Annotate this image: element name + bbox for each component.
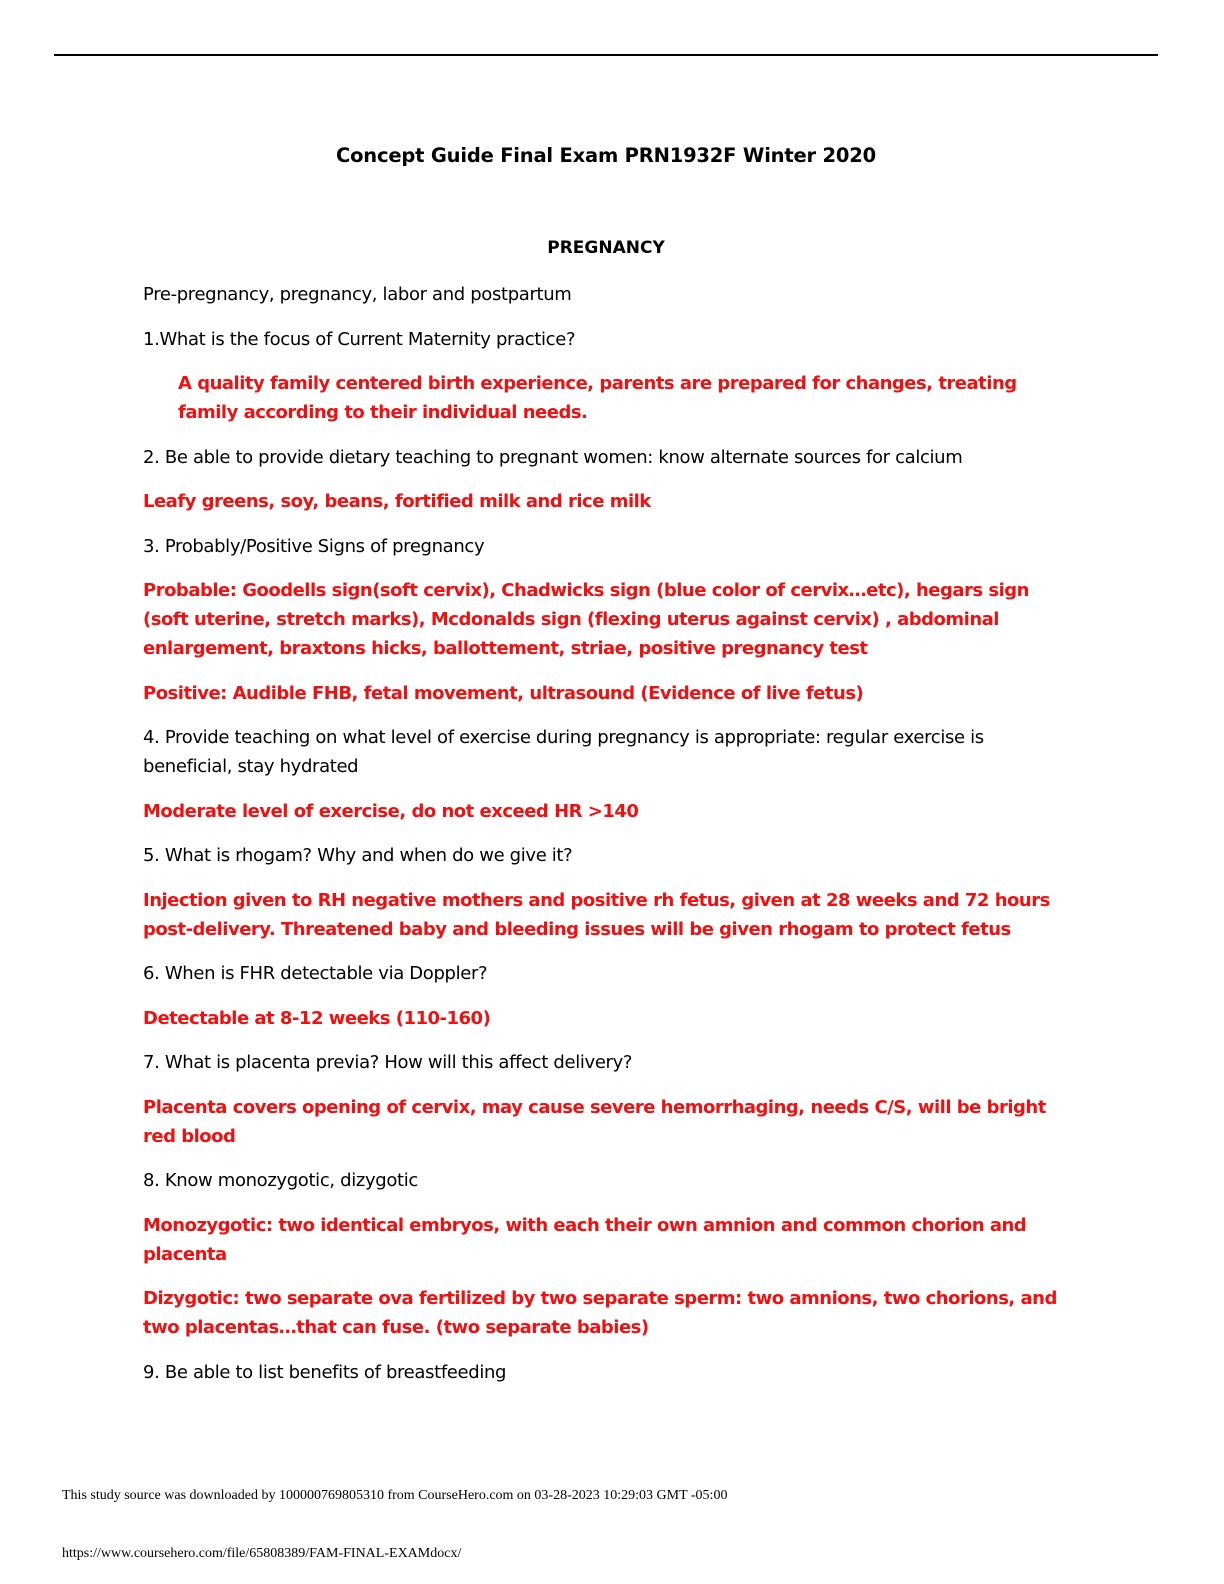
question-5: 5. What is rhogam? Why and when do we give it? xyxy=(143,845,573,866)
source-url-link[interactable]: https://www.coursehero.com/file/65808389/FAM-FINAL-EXAMdocx/ xyxy=(62,1546,462,1561)
document-body xyxy=(143,280,1068,1402)
header-rule xyxy=(54,54,1158,56)
answer-7: Placenta covers opening of cervix, may cause severe hemorrhaging, needs C/S, will be bright red blood xyxy=(143,1096,1046,1147)
answer-2: Leafy greens, soy, beans, fortified milk and rice milk xyxy=(143,491,651,512)
question-8: 8. Know monozygotic, dizygotic xyxy=(143,1170,418,1191)
download-notice: This study source was downloaded by 100000769805310 from CourseHero.com on 03-28-2023 10:29:03 GMT -05:00 xyxy=(62,1488,728,1503)
answer-8-dizygotic: Dizygotic: two separate ova fertilized by two separate sperm: two amnions, two chorions, and two placentas…that can fuse. (two separate babies) xyxy=(143,1288,1057,1338)
answer-6: Detectable at 8-12 weeks (110-160) xyxy=(143,1007,491,1029)
document-title: Concept Guide Final Exam PRN1932F Winter 2020 xyxy=(336,144,876,167)
answer-8-monozygotic: Monozygotic: two identical embryos, with each their own amnion and common chorion and placenta xyxy=(143,1214,1027,1265)
answer-4: Moderate level of exercise, do not exceed HR >140 xyxy=(143,800,639,822)
question-3: 3. Probably/Positive Signs of pregnancy xyxy=(143,535,485,557)
question-7: 7. What is placenta previa? How will this affect delivery? xyxy=(143,1052,633,1073)
answer-3-positive: Positive: Audible FHB, fetal movement, ultrasound (Evidence of live fetus) xyxy=(143,682,864,704)
answer-5: Injection given to RH negative mothers and positive rh fetus, given at 28 weeks and 72 hours post-delivery. Threatened baby and bleeding issues will be given rhogam to protect fetus xyxy=(143,889,1050,940)
question-6: 6. When is FHR detectable via Doppler? xyxy=(143,963,488,984)
question-2: 2. Be able to provide dietary teaching to pregnant women: know alternate sources for calcium xyxy=(143,446,963,468)
section-heading: PREGNANCY xyxy=(547,238,665,258)
question-1: 1.What is the focus of Current Maternity practice? xyxy=(143,328,576,350)
intro-text: Pre-pregnancy, pregnancy, labor and postpartum xyxy=(143,284,572,305)
question-4: 4. Provide teaching on what level of exercise during pregnancy is appropriate: regular exercise is beneficial, stay hydrated xyxy=(143,727,984,777)
answer-1: A quality family centered birth experience, parents are prepared for changes, treating family according to their individual needs. xyxy=(178,373,1017,423)
question-9: 9. Be able to list benefits of breastfeeding xyxy=(143,1361,507,1383)
answer-3-probable: Probable: Goodells sign(soft cervix), Chadwicks sign (blue color of cervix…etc), hegars sign (soft uterine, stretch marks), Mcdonalds sign (flexing uterus against cervix) , abdominal enlargement, braxtons hicks, ballottement, striae, positive pregnancy test xyxy=(143,580,1029,659)
